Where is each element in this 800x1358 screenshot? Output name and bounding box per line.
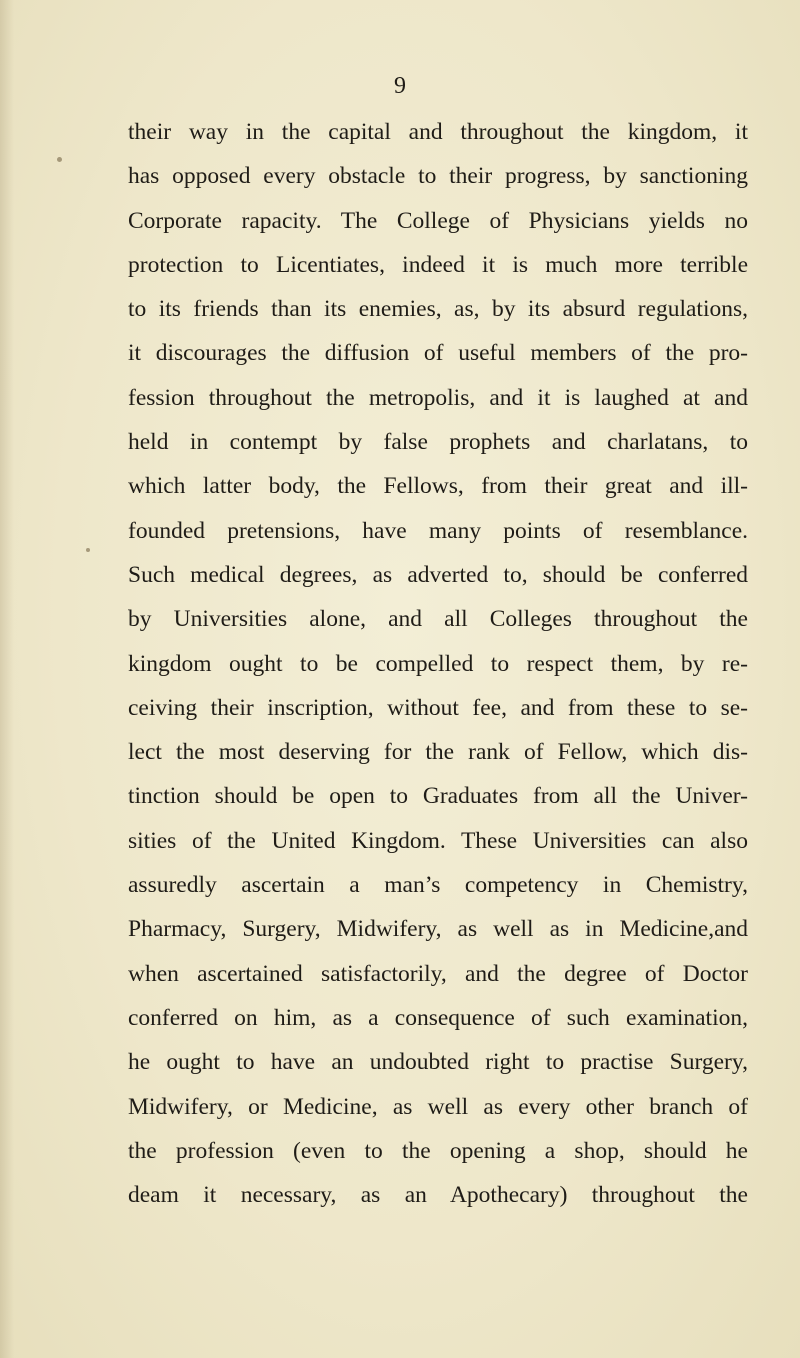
text-line: tinction should be open to Graduates from all the Univer- [128, 783, 748, 810]
ink-speck [57, 157, 62, 162]
text-line: fession throughout the metropolis, and it is laughed at and [128, 384, 748, 411]
text-line: held in contempt by false prophets and charlatans, to [128, 429, 748, 456]
text-line: Midwifery, or Medicine, as well as every other branch of [128, 1093, 748, 1120]
text-line: he ought to have an undoubted right to practise Surgery, [128, 1049, 748, 1076]
text-line: to its friends than its enemies, as, by its absurd regulations, [128, 296, 748, 323]
text-line: assuredly ascertain a man’s competency in Chemistry, [128, 872, 748, 899]
text-line: ceiving their inscription, without fee, and from these to se- [128, 694, 748, 721]
text-line: the profession (even to the opening a shop, should he [128, 1137, 748, 1164]
text-line: when ascertained satisfactorily, and the degree of Doctor [128, 960, 748, 987]
text-line: founded pretensions, have many points of resemblance. [128, 517, 748, 544]
body-text [128, 110, 748, 1217]
ink-speck [86, 548, 90, 552]
text-line: their way in the capital and throughout the kingdom, it [128, 119, 748, 145]
text-line: sities of the United Kingdom. These Universities can also [128, 827, 748, 854]
text-line: has opposed every obstacle to their progress, by sanctioning [128, 163, 748, 190]
text-line: kingdom ought to be compelled to respect them, by re- [128, 650, 748, 677]
text-line: Pharmacy, Surgery, Midwifery, as well as in Medicine,and [128, 916, 748, 943]
text-line: lect the most deserving for the rank of Fellow, which dis- [128, 739, 748, 766]
text-line: conferred on him, as a consequence of such examination, [128, 1004, 748, 1031]
text-line: Such medical degrees, as adverted to, should be conferred [128, 561, 748, 588]
text-line: deam it necessary, as an Apothecary) throughout the [128, 1182, 748, 1209]
text-line: protection to Licentiates, indeed it is much more terrible [128, 251, 748, 278]
text-line: Corporate rapacity. The College of Physicians yields no [128, 207, 748, 234]
text-line: which latter body, the Fellows, from their great and ill- [128, 473, 748, 500]
text-line: it discourages the diffusion of useful members of the pro- [128, 340, 748, 367]
page-number: 9 [394, 73, 406, 99]
page-edge-shadow [0, 0, 14, 1358]
text-line: by Universities alone, and all Colleges throughout the [128, 606, 748, 633]
